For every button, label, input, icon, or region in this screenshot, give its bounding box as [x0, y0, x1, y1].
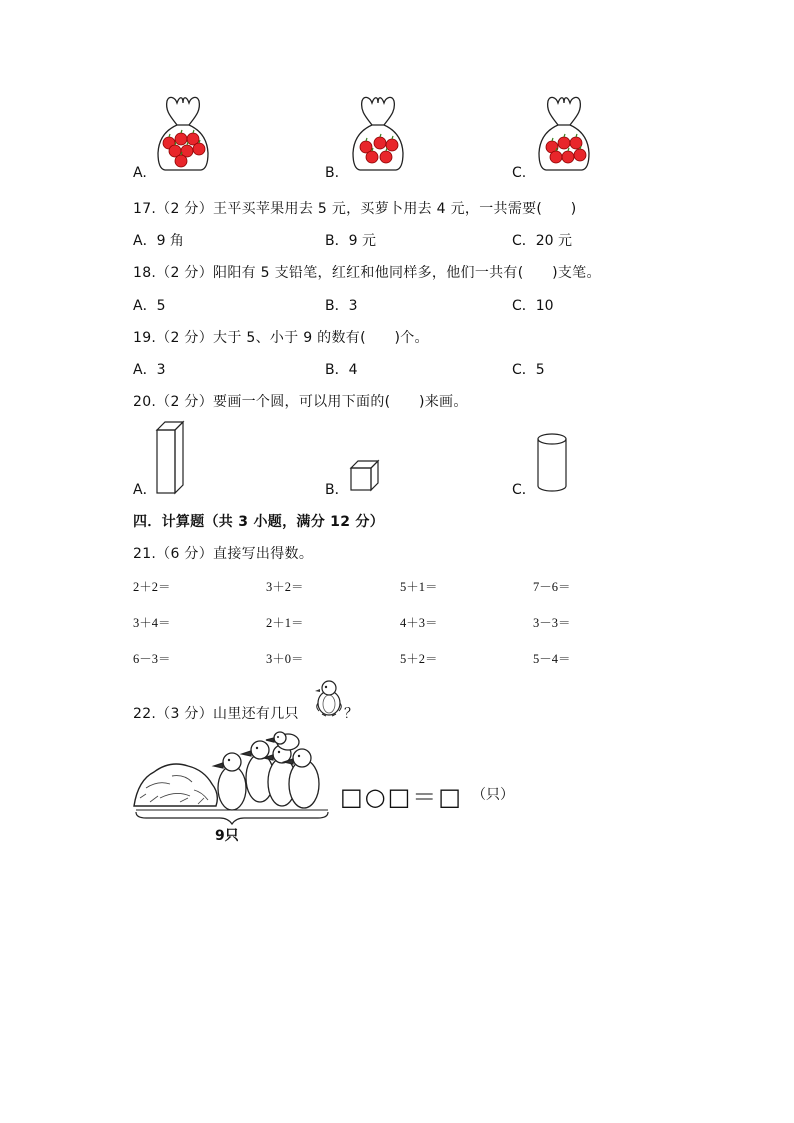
- q17-stem: 17.（2 分）王平买苹果用去 5 元，买萝卜用去 4 元，一共需要( ): [133, 201, 577, 217]
- q19-stem: 19.（2 分）大于 5、小于 9 的数有( )个。: [133, 330, 429, 346]
- q20-option-a-letter[interactable]: A．: [133, 482, 157, 498]
- rectangular-prism-icon: [155, 420, 187, 496]
- apple-icon: [558, 137, 570, 149]
- apple-icon: [386, 139, 398, 151]
- q21-item[interactable]: 3－3＝: [533, 616, 571, 630]
- q18-option-b[interactable]: B．3: [325, 298, 358, 314]
- apple-icon: [374, 137, 386, 149]
- apple-bag-b: [350, 93, 406, 173]
- apple-bag-c: [536, 93, 592, 173]
- q21-item[interactable]: 4＋3＝: [400, 616, 438, 630]
- q16-option-a-letter: A.: [133, 165, 147, 181]
- q21-item[interactable]: 3＋0＝: [266, 652, 304, 666]
- q21-item[interactable]: 5＋1＝: [400, 580, 438, 594]
- q17-option-a[interactable]: A．9 角: [133, 233, 184, 249]
- q19-option-c[interactable]: C．5: [512, 362, 545, 378]
- q22-stem-end: ？: [344, 706, 359, 722]
- q21-item[interactable]: 7－6＝: [533, 580, 571, 594]
- apple-icon: [562, 151, 574, 163]
- apple-bag-a: [155, 93, 211, 173]
- q21-item[interactable]: 6－3＝: [133, 652, 171, 666]
- q20-option-c-letter[interactable]: C．: [512, 482, 536, 498]
- q22-stem: 22.（3 分）山里还有几只: [133, 706, 299, 722]
- penguin-icon: [314, 677, 344, 717]
- q18-option-a[interactable]: A．5: [133, 298, 166, 314]
- q21-item[interactable]: 2＋2＝: [133, 580, 171, 594]
- q16-option-b-letter: B.: [325, 165, 340, 181]
- apple-icon: [550, 151, 562, 163]
- q18-stem: 18.（2 分）阳阳有 5 支铅笔，红红和他同样多，他们一共有( )支笔。: [133, 265, 601, 281]
- q17-option-c[interactable]: C．20 元: [512, 233, 573, 249]
- q16-option-c-letter: C.: [512, 165, 527, 181]
- apple-icon: [366, 151, 378, 163]
- q22-equation[interactable]: □○□＝□: [340, 783, 463, 811]
- section-4-heading: 四．计算题（共 3 小题，满分 12 分）: [133, 514, 385, 530]
- q18-option-c[interactable]: C．10: [512, 298, 554, 314]
- apple-icon: [574, 149, 586, 161]
- q21-item[interactable]: 2＋1＝: [266, 616, 304, 630]
- q22-total-label: 9只: [215, 828, 239, 844]
- q21-stem: 21.（6 分）直接写出得数。: [133, 546, 314, 562]
- q20-option-b-letter[interactable]: B．: [325, 482, 349, 498]
- q21-item[interactable]: 5－4＝: [533, 652, 571, 666]
- apple-icon: [193, 143, 205, 155]
- cylinder-icon: [535, 432, 569, 494]
- apple-icon: [175, 133, 187, 145]
- cube-icon: [349, 459, 381, 493]
- q19-option-b[interactable]: B．4: [325, 362, 358, 378]
- apple-icon: [380, 151, 392, 163]
- q20-stem: 20.（2 分）要画一个圆，可以用下面的( )来画。: [133, 394, 468, 410]
- q19-option-a[interactable]: A．3: [133, 362, 166, 378]
- q21-item[interactable]: 3＋4＝: [133, 616, 171, 630]
- q22-unit: （只）: [472, 787, 514, 803]
- apple-icon: [175, 155, 187, 167]
- q17-option-b[interactable]: B．9 元: [325, 233, 376, 249]
- q21-item[interactable]: 3＋2＝: [266, 580, 304, 594]
- q21-item[interactable]: 5＋2＝: [400, 652, 438, 666]
